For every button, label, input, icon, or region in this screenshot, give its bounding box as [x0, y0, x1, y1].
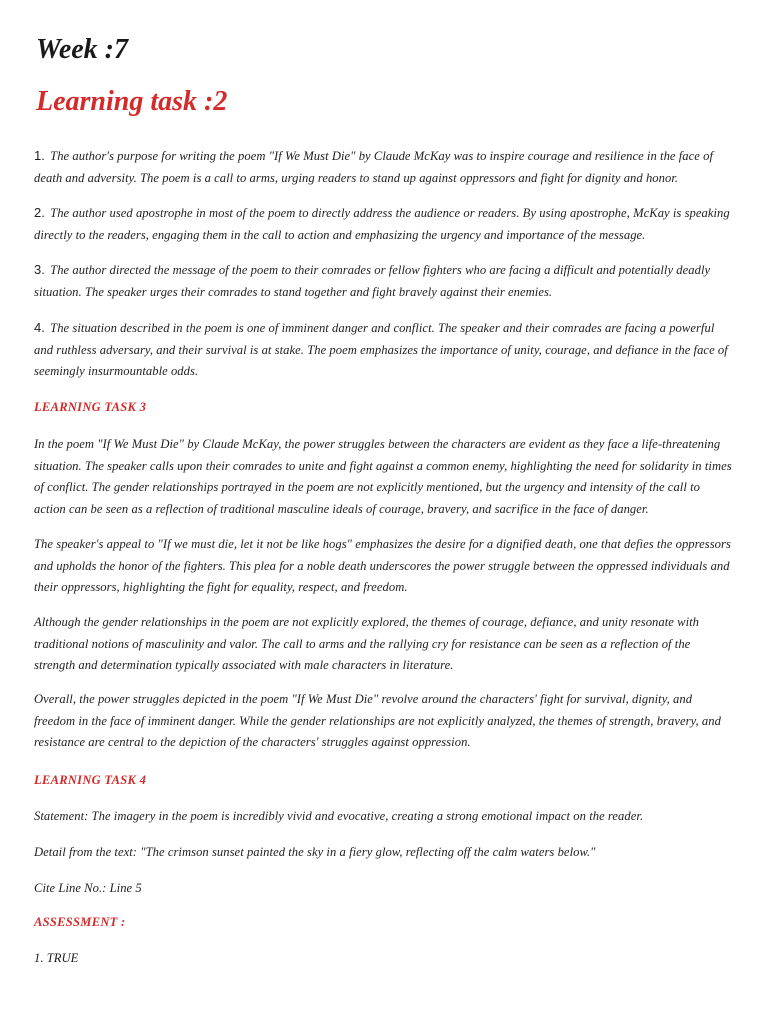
task3-paragraph-3: Although the gender relationships in the poem are not explicitly explored, the themes of courage, defiance, and unity resonate with traditional notions of masculinity and valor. The call to arms and the rallying cry for resistance can be seen as a reflection of the strength and determination typically associated with male characters in literature.	[34, 615, 700, 672]
task2-item-3	[34, 259, 734, 303]
task4-statement: Statement: The imagery in the poem is incredibly vivid and evocative, creating a strong emotional impact on the reader.	[34, 809, 644, 823]
item-text: The author's purpose for writing the poem "If We Must Die" by Claude McKay was to inspire courage and resilience in the face of death and adversity. The poem is a call to arms, urging readers to stand up against oppressors and fight for dignity and honor.	[34, 149, 714, 185]
task2-item-1	[34, 145, 734, 189]
item-number: 1.	[34, 148, 45, 163]
learning-task-2-heading: Learning task :2	[36, 86, 228, 117]
item-number: 3.	[34, 262, 45, 277]
assessment-heading: ASSESSMENT :	[34, 915, 126, 929]
task3-paragraph-1: In the poem "If We Must Die" by Claude McKay, the power struggles between the characters are evident as they face a life-threatening situation. The speaker calls upon their comrades to unite and fight against a common enemy, highlighting the need for solidarity in times of conflict. The gender relationships portrayed in the poem are not explicitly mentioned, but the urgency and intensity of the call to action can be seen as a reflection of traditional masculine ideals of courage, bravery, and sacrifice in the face of danger.	[34, 437, 732, 516]
item-text: The author used apostrophe in most of the poem to directly address the audience or readers. By using apostrophe, McKay is speaking directly to the readers, engaging them in the call to action and emphasizing the urgency and importance of the message.	[34, 206, 730, 242]
task2-item-2	[34, 202, 734, 246]
learning-task-4-heading: LEARNING TASK 4	[34, 773, 147, 787]
task3-paragraph-2: The speaker's appeal to "If we must die, let it not be like hogs" emphasizes the desire for a dignified death, one that defies the oppressors and upholds the honor of the fighters. This plea for a noble death underscores the power struggle between the oppressed individuals and their oppressors, highlighting the fight for equality, respect, and freedom.	[34, 537, 731, 594]
task4-detail: Detail from the text: "The crimson sunset painted the sky in a fiery glow, reflecting off the calm waters below."	[34, 845, 596, 859]
learning-task-3-heading: LEARNING TASK 3	[34, 400, 147, 414]
task3-paragraph-4: Overall, the power struggles depicted in the poem "If We Must Die" revolve around the characters' fight for survival, dignity, and freedom in the face of imminent danger. While the gender relationships are not explicitly analyzed, the themes of strength, bravery, and resistance are central to the depiction of the characters' struggles against oppression.	[34, 692, 721, 749]
task4-cite: Cite Line No.: Line 5	[34, 881, 142, 895]
week-heading: Week :7	[36, 34, 128, 65]
item-text: The author directed the message of the poem to their comrades or fellow fighters who are facing a difficult and potentially deadly situation. The speaker urges their comrades to stand together and fight bravely against their enemies.	[34, 263, 711, 299]
assessment-item-1: 1. TRUE	[34, 951, 79, 965]
task2-item-4	[34, 317, 734, 383]
item-text: The situation described in the poem is one of imminent danger and conflict. The speaker and their comrades are facing a powerful and ruthless adversary, and their survival is at stake. The poem emphasizes the importance of unity, courage, and defiance in the face of seemingly insurmountable odds.	[34, 321, 728, 378]
item-number: 2.	[34, 205, 45, 220]
item-number: 4.	[34, 320, 45, 335]
